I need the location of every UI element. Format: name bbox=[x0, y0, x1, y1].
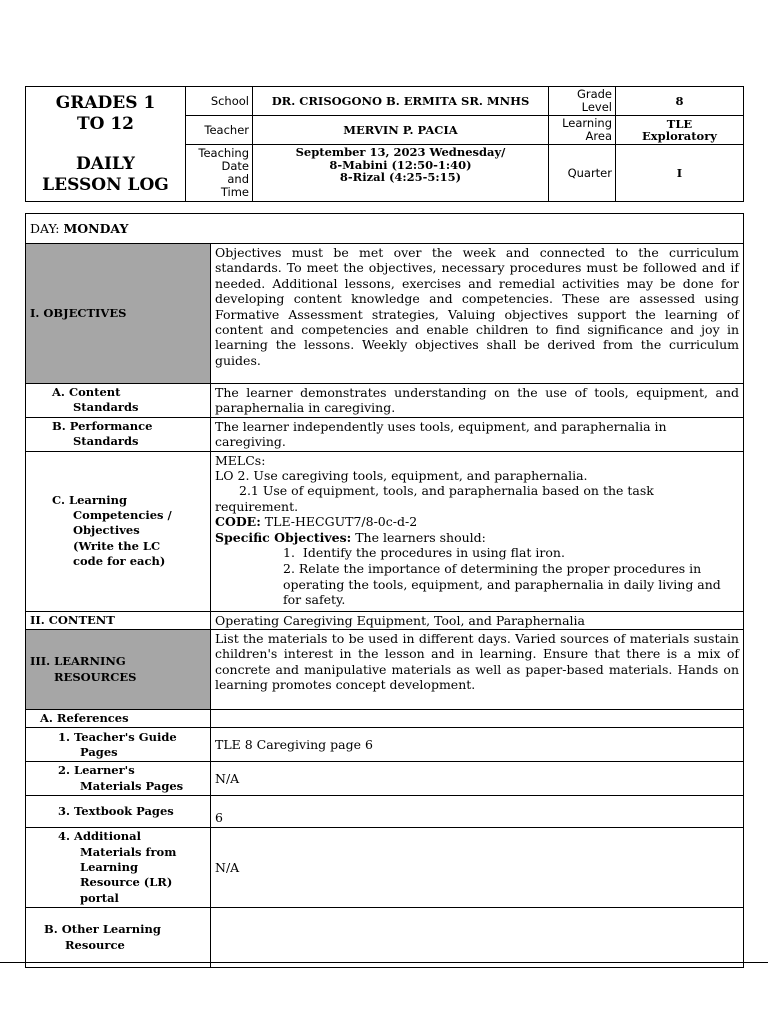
performance-standards-text: The learner independently uses tools, equipment, and paraphernalia in caregiving. bbox=[211, 417, 744, 451]
teaching-date-time-value: September 13, 2023 Wednesday/ 8-Mabini (12:50-1:40) 8-Rizal (4:25-5:15) bbox=[253, 145, 549, 202]
teachers-guide-label: 1. Teacher's Guide Pages bbox=[26, 728, 211, 762]
learners-materials-label: 2. Learner's Materials Pages bbox=[26, 762, 211, 796]
teacher-label: Teacher bbox=[186, 116, 253, 145]
log-title: GRADES 1 TO 12 DAILY LESSON LOG bbox=[26, 87, 186, 202]
content-standards-label: A. Content Standards bbox=[26, 384, 211, 418]
learning-area-label: Learning Area bbox=[549, 116, 616, 145]
grade-level-value: 8 bbox=[616, 87, 744, 116]
quarter-value: I bbox=[616, 145, 744, 202]
lesson-table bbox=[25, 213, 744, 968]
learning-resources-label: III. LEARNING RESOURCES bbox=[26, 630, 211, 710]
performance-standards-label: B. Performance Standards bbox=[26, 417, 211, 451]
quarter-label: Quarter bbox=[549, 145, 616, 202]
grade-level-label: Grade Level bbox=[549, 87, 616, 116]
other-resource-label: B. Other Learning Resource bbox=[26, 908, 211, 968]
teaching-date-time-label: Teaching Date and Time bbox=[186, 145, 253, 202]
textbook-pages-value: 6 bbox=[211, 796, 744, 828]
day-row bbox=[26, 214, 744, 244]
day-value: MONDAY bbox=[63, 220, 129, 236]
teachers-guide-value: TLE 8 Caregiving page 6 bbox=[211, 728, 744, 762]
textbook-pages-label: 3. Textbook Pages bbox=[26, 796, 211, 828]
references-value bbox=[211, 710, 744, 728]
content-standards-text: The learner demonstrates understanding on the use of tools, equipment, and paraphernalia in caregiving. bbox=[211, 384, 744, 418]
learning-resources-text: List the materials to be used in different days. Varied sources of materials sustain children's interest in the lesson and in learning. Ensure that there is a mix of concrete and manipulative materials as well as paper-based materials. Hands on learning promotes concept development. bbox=[211, 630, 744, 710]
school-value: DR. CRISOGONO B. ERMITA SR. MNHS bbox=[253, 87, 549, 116]
content-label: II. CONTENT bbox=[26, 611, 211, 629]
objectives-label: I. OBJECTIVES bbox=[26, 244, 211, 384]
objectives-text: Objectives must be met over the week and connected to the curriculum standards. To meet the objectives, necessary procedures must be followed and if needed. Additional lessons, exercises and remedial activities may be done for developing content knowledge and competencies. These are assessed using Formative Assessment strategies, Valuing objectives support the learning of content and competencies and enable children to find significance and joy in learning the lessons. Weekly objectives shall be derived from the curriculum guides. bbox=[211, 244, 744, 384]
page-bottom-rule bbox=[0, 962, 768, 963]
content-text: Operating Caregiving Equipment, Tool, and Paraphernalia bbox=[211, 611, 744, 629]
objective-1: 1. Identify the procedures in using flat iron. bbox=[283, 545, 565, 561]
competencies-text bbox=[211, 451, 744, 611]
lc-code: CODE: TLE-HECGUT7/8-0c-d-2 bbox=[215, 514, 418, 530]
competencies-label: C. Learning Competencies / Objectives (Write the LC code for each) bbox=[26, 451, 211, 611]
lo-text: LO 2. Use caregiving tools, equipment, and paraphernalia. bbox=[215, 468, 588, 484]
specific-objectives: Specific Objectives: The learners should: bbox=[215, 529, 486, 545]
teacher-value: MERVIN P. PACIA bbox=[253, 116, 549, 145]
references-label: A. References bbox=[26, 710, 211, 728]
additional-materials-value: N/A bbox=[211, 828, 744, 908]
day-label: DAY: bbox=[30, 220, 64, 236]
additional-materials-label: 4. Additional Materials from Learning Resource (LR) portal bbox=[26, 828, 211, 908]
lo-sub-text: 2.1 Use of equipment, tools, and paraphernalia based on the task requirement. bbox=[215, 483, 654, 514]
learning-area-value: TLE Exploratory bbox=[616, 116, 744, 145]
melcs-heading: MELCs: bbox=[215, 452, 266, 468]
header-table bbox=[25, 86, 744, 202]
objective-2: 2. Relate the importance of determining the proper procedures in operating the tools, equipment, and paraphernalia in daily living and for safety. bbox=[283, 561, 721, 608]
school-label: School bbox=[186, 87, 253, 116]
other-resource-value bbox=[211, 908, 744, 968]
learners-materials-value: N/A bbox=[211, 762, 744, 796]
